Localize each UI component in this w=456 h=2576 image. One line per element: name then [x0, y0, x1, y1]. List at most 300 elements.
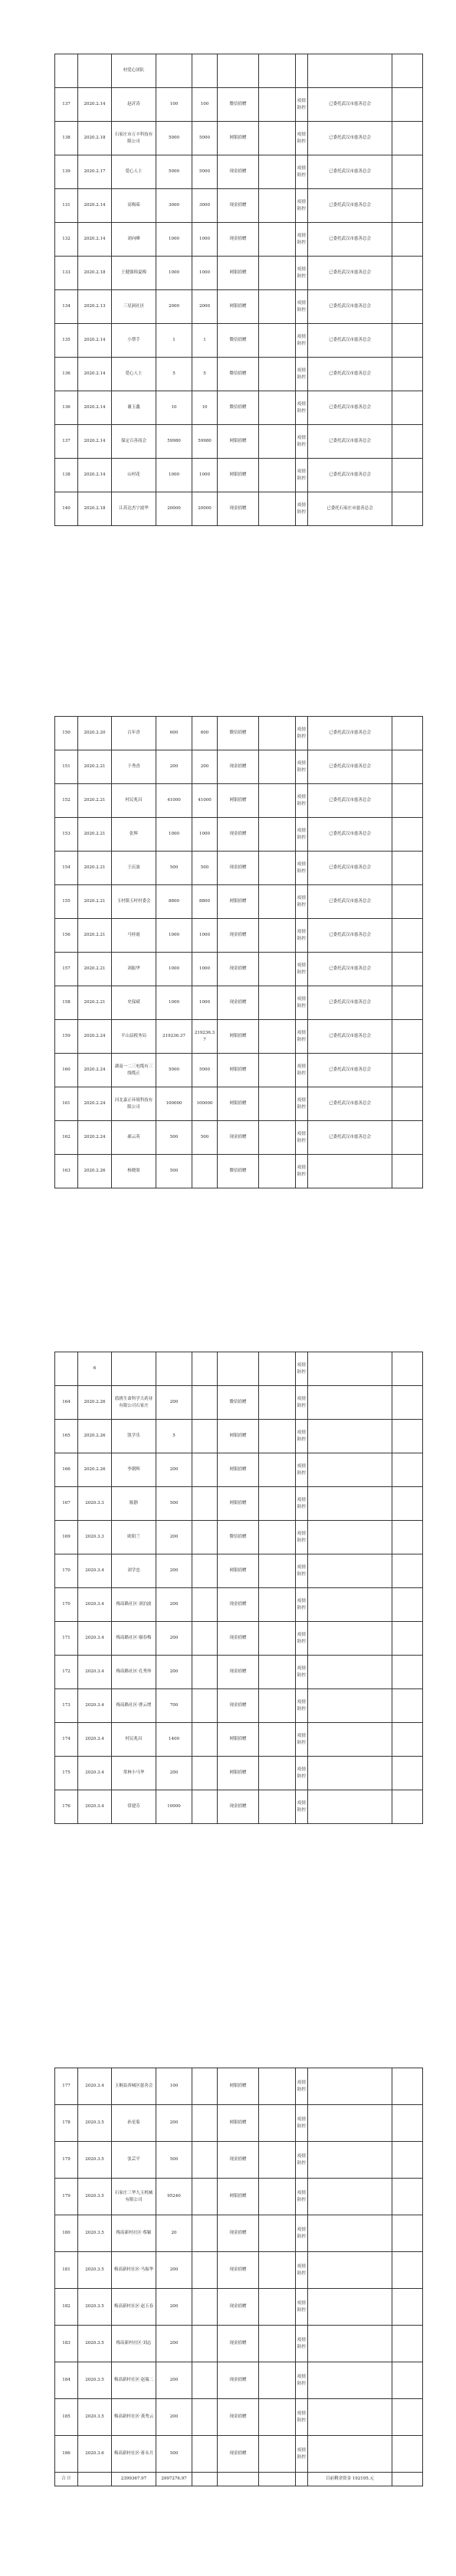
donor-cell: 梅高新村社区·刘志 [112, 2326, 156, 2362]
amount-cell: 1000 [156, 986, 192, 1020]
donor-cell: 三星洞社区 [112, 290, 156, 324]
amount-cell: 200 [156, 1453, 192, 1487]
amount-cell: 95240 [156, 2179, 192, 2215]
extra-cell [392, 1588, 423, 1622]
serial-cell: 132 [55, 223, 78, 257]
blank-cell [259, 2215, 296, 2252]
table-row [55, 88, 423, 122]
table-row [55, 257, 423, 290]
date-cell: 2020.2.14 [78, 459, 112, 492]
extra-cell [392, 1121, 423, 1155]
blank-cell [259, 1352, 296, 1386]
amount-cell: 200 [156, 1757, 192, 1790]
method-cell: 微信捐赠 [218, 88, 259, 122]
date-cell: 2020.3.5 [78, 2179, 112, 2215]
serial-cell: 186 [55, 2436, 78, 2473]
extra-cell [392, 1656, 423, 1689]
total-received-cell [192, 2473, 218, 2486]
serial-cell: 182 [55, 2289, 78, 2326]
date-cell: 2020.3.4 [78, 1588, 112, 1622]
date-cell: 2020.2.14 [78, 88, 112, 122]
serial-cell: 185 [55, 2399, 78, 2436]
table-row [55, 324, 423, 358]
memo-cell: 已委托武汉市慈善总会 [308, 986, 392, 1020]
received-cell: 1000 [192, 953, 218, 986]
blank-cell [259, 2252, 296, 2289]
memo-cell: 已委托武汉市慈善总会 [308, 257, 392, 290]
donor-cell: 梅高新村社区·蔡颖 [112, 2215, 156, 2252]
received-cell [192, 1487, 218, 1521]
memo-cell [308, 1155, 392, 1188]
donor-cell: 梅高新村社区·赵玉春 [112, 2289, 156, 2326]
extra-cell [392, 919, 423, 953]
amount-cell: 500 [156, 2142, 192, 2179]
purpose-cell: 疫情防控 [296, 2252, 308, 2289]
memo-cell [308, 1386, 392, 1420]
method-cell: 现金捐赠 [218, 2252, 259, 2289]
blank-cell [259, 2105, 296, 2142]
total-blank-cell [259, 2473, 296, 2486]
received-cell: 600 [192, 717, 218, 750]
donor-cell: 杨晓果 [112, 1155, 156, 1188]
memo-cell [308, 1453, 392, 1487]
amount-cell [156, 54, 192, 88]
method-cell: 网银捐赠 [218, 1723, 259, 1757]
serial-cell: 175 [55, 1757, 78, 1790]
amount-cell: 200 [156, 1622, 192, 1656]
table-row [55, 1453, 423, 1487]
extra-cell [392, 2068, 423, 2105]
method-cell: 网银捐赠 [218, 1487, 259, 1521]
serial-cell: 137 [55, 88, 78, 122]
serial-cell: 151 [55, 750, 78, 784]
method-cell: 微信捐赠 [218, 1386, 259, 1420]
extra-cell [392, 1453, 423, 1487]
serial-cell: 134 [55, 290, 78, 324]
donor-cell: 梅高新村社区·龚秀云 [112, 2399, 156, 2436]
serial-cell: 163 [55, 1155, 78, 1188]
amount-cell: 200 [156, 2362, 192, 2399]
donor-cell: 于秀香 [112, 750, 156, 784]
purpose-cell: 疫情防控 [296, 2362, 308, 2399]
received-cell [192, 2362, 218, 2399]
donor-cell: 河北嘉正环境科技有限公司 [112, 1087, 156, 1121]
amount-cell: 200 [156, 1588, 192, 1622]
received-cell: 1000 [192, 257, 218, 290]
date-cell: 2020.2.24 [78, 1020, 112, 1054]
donor-cell: 欧阳兰 [112, 1521, 156, 1554]
serial-cell: 170 [55, 1554, 78, 1588]
memo-cell [308, 2326, 392, 2362]
serial-cell: 183 [55, 2326, 78, 2362]
purpose-cell: 疫情防控 [296, 1155, 308, 1188]
donor-cell: 刘向峰 [112, 223, 156, 257]
table-row [55, 1087, 423, 1121]
total-row [55, 2473, 423, 2486]
table-row [55, 2068, 423, 2105]
received-cell [192, 1420, 218, 1453]
serial-cell: 176 [55, 1790, 78, 1824]
extra-cell [392, 290, 423, 324]
purpose-cell: 疫情防控 [296, 717, 308, 750]
memo-cell [308, 1521, 392, 1554]
blank-cell [259, 1020, 296, 1054]
serial-cell: 159 [55, 1020, 78, 1054]
purpose-cell: 疫情防控 [296, 2436, 308, 2473]
purpose-cell: 疫情防控 [296, 1420, 308, 1453]
memo-cell: 已委托武汉市慈善总会 [308, 717, 392, 750]
method-cell: 现金捐赠 [218, 1622, 259, 1656]
serial-cell: 164 [55, 1386, 78, 1420]
received-cell: 1000 [192, 986, 218, 1020]
method-cell: 微信捐赠 [218, 1521, 259, 1554]
date-cell: 2020.2.20 [78, 717, 112, 750]
method-cell: 网银捐赠 [218, 2068, 259, 2105]
memo-cell: 已委托武汉市慈善总会 [308, 750, 392, 784]
table-row [55, 2362, 423, 2399]
received-cell [192, 54, 218, 88]
amount-cell: 100000 [156, 1087, 192, 1121]
blank-cell [259, 290, 296, 324]
date-cell: 2020.3.3 [78, 1487, 112, 1521]
purpose-cell: 疫情防控 [296, 1087, 308, 1121]
serial-cell: 137 [55, 425, 78, 459]
amount-cell: 5000 [156, 155, 192, 189]
table-row [55, 223, 423, 257]
total-serial-cell: 合 计 [55, 2473, 78, 2486]
amount-cell: 100 [156, 88, 192, 122]
memo-cell [308, 2289, 392, 2326]
table-row [55, 1521, 423, 1554]
extra-cell [392, 1087, 423, 1121]
received-cell: 8800 [192, 885, 218, 919]
method-cell: 网银捐赠 [218, 2105, 259, 2142]
method-cell: 网银捐赠 [218, 1757, 259, 1790]
donor-cell: 陈静 [112, 1487, 156, 1521]
purpose-cell: 疫情防控 [296, 1554, 308, 1588]
memo-cell [308, 2105, 392, 2142]
extra-cell [392, 88, 423, 122]
received-cell: 219236.37 [192, 1020, 218, 1054]
purpose-cell: 疫情防控 [296, 1757, 308, 1790]
memo-cell: 已委托武汉市慈善总会 [308, 391, 392, 425]
extra-cell [392, 1155, 423, 1188]
purpose-cell: 疫情防控 [296, 1121, 308, 1155]
extra-cell [392, 852, 423, 885]
method-cell: 现金捐赠 [218, 919, 259, 953]
donor-cell: 梅高路社区·孔秀珍 [112, 1656, 156, 1689]
donor-cell: 爱心人士 [112, 155, 156, 189]
amount-cell: 1000 [156, 919, 192, 953]
method-cell: 微信捐赠 [218, 324, 259, 358]
blank-cell [259, 1453, 296, 1487]
amount-cell: 200 [156, 2105, 192, 2142]
memo-cell [308, 2436, 392, 2473]
memo-cell: 已委托武汉市慈善总会 [308, 88, 392, 122]
extra-cell [392, 2105, 423, 2142]
purpose-cell: 疫情防控 [296, 189, 308, 223]
amount-cell: 500 [156, 852, 192, 885]
serial-cell: 138 [55, 122, 78, 155]
method-cell: 网银捐赠 [218, 1020, 259, 1054]
received-cell: 5000 [192, 1054, 218, 1087]
purpose-cell: 疫情防控 [296, 2068, 308, 2105]
serial-cell: 162 [55, 1121, 78, 1155]
date-cell: 2020.2.21 [78, 852, 112, 885]
date-cell: 2020.2.24 [78, 1087, 112, 1121]
amount-cell: 5 [156, 358, 192, 391]
date-cell: 2020.3.5 [78, 2142, 112, 2179]
received-cell: 10 [192, 391, 218, 425]
donor-cell: 常建芬 [112, 1790, 156, 1824]
serial-cell: 171 [55, 1622, 78, 1656]
memo-cell [308, 2362, 392, 2399]
extra-cell [392, 1521, 423, 1554]
amount-cell: 500 [156, 1487, 192, 1521]
blank-cell [259, 1121, 296, 1155]
memo-cell: 已委托武汉市慈善总会 [308, 358, 392, 391]
received-cell [192, 1588, 218, 1622]
serial-cell: 166 [55, 1453, 78, 1487]
table-row [55, 1420, 423, 1453]
memo-cell [308, 1689, 392, 1723]
method-cell: 现金捐赠 [218, 2215, 259, 2252]
table-row [55, 1155, 423, 1188]
memo-cell: 已委托武汉市慈善总会 [308, 1054, 392, 1087]
purpose-cell: 疫情防控 [296, 1386, 308, 1420]
table-row [55, 1689, 423, 1723]
method-cell: 现金捐赠 [218, 818, 259, 852]
extra-cell [392, 885, 423, 919]
received-cell: 5 [192, 358, 218, 391]
received-cell: 200 [192, 750, 218, 784]
purpose-cell: 疫情防控 [296, 290, 308, 324]
method-cell: 网银捐赠 [218, 1087, 259, 1121]
purpose-cell: 疫情防控 [296, 1723, 308, 1757]
method-cell: 网银捐赠 [218, 122, 259, 155]
date-cell: 2020.3.5 [78, 2215, 112, 2252]
received-cell: 1000 [192, 223, 218, 257]
table-row [55, 2105, 423, 2142]
memo-cell [308, 1656, 392, 1689]
purpose-cell: 疫情防控 [296, 818, 308, 852]
table-row [55, 1588, 423, 1622]
received-cell: 500 [192, 1121, 218, 1155]
amount-cell: 41000 [156, 784, 192, 818]
serial-cell: 180 [55, 2215, 78, 2252]
method-cell: 现金捐赠 [218, 953, 259, 986]
serial-cell: 178 [55, 2105, 78, 2142]
extra-cell [392, 784, 423, 818]
method-cell: 现金捐赠 [218, 750, 259, 784]
extra-cell [392, 324, 423, 358]
amount-cell [156, 1352, 192, 1386]
amount-cell: 20000 [156, 492, 192, 526]
total-date-cell [78, 2473, 112, 2486]
received-cell [192, 1790, 218, 1824]
date-cell: 2020.2.14 [78, 189, 112, 223]
table-row [55, 2215, 423, 2252]
method-cell: 网银捐赠 [218, 2179, 259, 2215]
donor-cell: 村民兆昌 [112, 784, 156, 818]
received-cell: 500 [192, 852, 218, 885]
memo-cell [308, 1622, 392, 1656]
extra-cell [392, 1790, 423, 1824]
amount-cell: 1400 [156, 1723, 192, 1757]
blank-cell [259, 2179, 296, 2215]
blank-cell [259, 2362, 296, 2399]
table-row [55, 2179, 423, 2215]
table-row [55, 290, 423, 324]
donor-cell: 玉村镇玉村村委会 [112, 885, 156, 919]
extra-cell [392, 1420, 423, 1453]
amount-cell: 200 [156, 1386, 192, 1420]
amount-cell: 200 [156, 1554, 192, 1588]
extra-cell [392, 155, 423, 189]
purpose-cell: 疫情防控 [296, 852, 308, 885]
total-donor-cell: 2399367.97 [112, 2473, 156, 2486]
serial-cell: 153 [55, 818, 78, 852]
date-cell: 2020.3.4 [78, 1622, 112, 1656]
serial-cell: 181 [55, 2252, 78, 2289]
amount-cell: 500 [156, 2436, 192, 2473]
blank-cell [259, 2068, 296, 2105]
memo-cell: 已委托武汉市慈善总会 [308, 324, 392, 358]
table-row [55, 953, 423, 986]
received-cell [192, 1656, 218, 1689]
extra-cell [392, 750, 423, 784]
total-method-cell [218, 2473, 259, 2486]
extra-cell [392, 2215, 423, 2252]
memo-cell: 已委托武汉市慈善总会 [308, 818, 392, 852]
table-row [55, 986, 423, 1020]
purpose-cell: 疫情防控 [296, 459, 308, 492]
blank-cell [259, 1420, 296, 1453]
purpose-cell: 疫情防控 [296, 324, 308, 358]
extra-cell [392, 1554, 423, 1588]
table-row [55, 425, 423, 459]
memo-cell [308, 2399, 392, 2436]
amount-cell: 1000 [156, 818, 192, 852]
purpose-cell: 疫情防控 [296, 223, 308, 257]
memo-cell [308, 2142, 392, 2179]
amount-cell: 1000 [156, 257, 192, 290]
serial-cell: 157 [55, 953, 78, 986]
extra-cell [392, 2399, 423, 2436]
donor-cell: 赵沂涛 [112, 88, 156, 122]
date-cell: 2020.2.24 [78, 1121, 112, 1155]
blank-cell [259, 1757, 296, 1790]
donor-cell: 山村花 [112, 459, 156, 492]
serial-cell: 135 [55, 324, 78, 358]
serial-cell: 170 [55, 1588, 78, 1622]
received-cell: 3000 [192, 189, 218, 223]
date-cell: 2020.2.21 [78, 953, 112, 986]
purpose-cell: 疫情防控 [296, 2399, 308, 2436]
date-cell: 2020.3.5 [78, 2289, 112, 2326]
received-cell: 1 [192, 324, 218, 358]
serial-cell: 139 [55, 155, 78, 189]
blank-cell [259, 1689, 296, 1723]
purpose-cell: 疫情防控 [296, 784, 308, 818]
method-cell: 网银捐赠 [218, 1453, 259, 1487]
received-cell [192, 2068, 218, 2105]
total-amount-cell: 2997276.97 [156, 2473, 192, 2486]
extra-cell [392, 2289, 423, 2326]
amount-cell: 3000 [156, 189, 192, 223]
method-cell: 现金捐赠 [218, 2399, 259, 2436]
serial-cell: 152 [55, 784, 78, 818]
method-cell: 现金捐赠 [218, 2142, 259, 2179]
method-cell: 现金捐赠 [218, 1588, 259, 1622]
blank-cell [259, 953, 296, 986]
extra-cell [392, 1689, 423, 1723]
received-cell: 5000 [192, 155, 218, 189]
purpose-cell: 疫情防控 [296, 1588, 308, 1622]
table-row [55, 919, 423, 953]
extra-cell [392, 1487, 423, 1521]
date-cell: 2020.3.6 [78, 2436, 112, 2473]
amount-cell: 500 [156, 1121, 192, 1155]
blank-cell [259, 1554, 296, 1588]
donor-cell: 梅高路社区·谢春梅 [112, 1622, 156, 1656]
memo-cell: 已委托武汉市慈善总会 [308, 852, 392, 885]
memo-cell: 已委托武汉市慈善总会 [308, 122, 392, 155]
method-cell [218, 54, 259, 88]
method-cell: 现金捐赠 [218, 2436, 259, 2473]
date-cell: 2020.2.26 [78, 1420, 112, 1453]
table-row [55, 122, 423, 155]
serial-cell: 136 [55, 358, 78, 391]
donor-cell: 爱心人士 [112, 358, 156, 391]
blank-cell [259, 1386, 296, 1420]
serial-cell: 155 [55, 885, 78, 919]
purpose-cell: 疫情防控 [296, 155, 308, 189]
blank-cell [259, 986, 296, 1020]
memo-cell [308, 1487, 392, 1521]
blank-cell [259, 1656, 296, 1689]
date-cell: 2020.3.4 [78, 1757, 112, 1790]
table-row [55, 2252, 423, 2289]
table-row [55, 717, 423, 750]
donor-cell: 梅高路社区·曹云增 [112, 1689, 156, 1723]
table-row [55, 1487, 423, 1521]
amount-cell: 2000 [156, 290, 192, 324]
extra-cell [392, 223, 423, 257]
purpose-cell: 疫情防控 [296, 2105, 308, 2142]
method-cell: 现金捐赠 [218, 223, 259, 257]
received-cell [192, 2399, 218, 2436]
amount-cell: 600 [156, 717, 192, 750]
extra-cell [392, 257, 423, 290]
extra-cell [392, 54, 423, 88]
blank-cell [259, 717, 296, 750]
table-row [55, 492, 423, 526]
blank-cell [259, 1155, 296, 1188]
serial-cell: 138 [55, 459, 78, 492]
serial-cell: 154 [55, 852, 78, 885]
extra-cell [392, 2179, 423, 2215]
purpose-cell: 疫情防控 [296, 953, 308, 986]
method-cell: 现金捐赠 [218, 986, 259, 1020]
method-cell: 现金捐赠 [218, 1656, 259, 1689]
date-cell: 2020.3.4 [78, 1656, 112, 1689]
blank-cell [259, 324, 296, 358]
date-cell: 2020.3.5 [78, 2362, 112, 2399]
purpose-cell: 疫情防控 [296, 750, 308, 784]
serial-cell: 140 [55, 492, 78, 526]
extra-cell [392, 953, 423, 986]
